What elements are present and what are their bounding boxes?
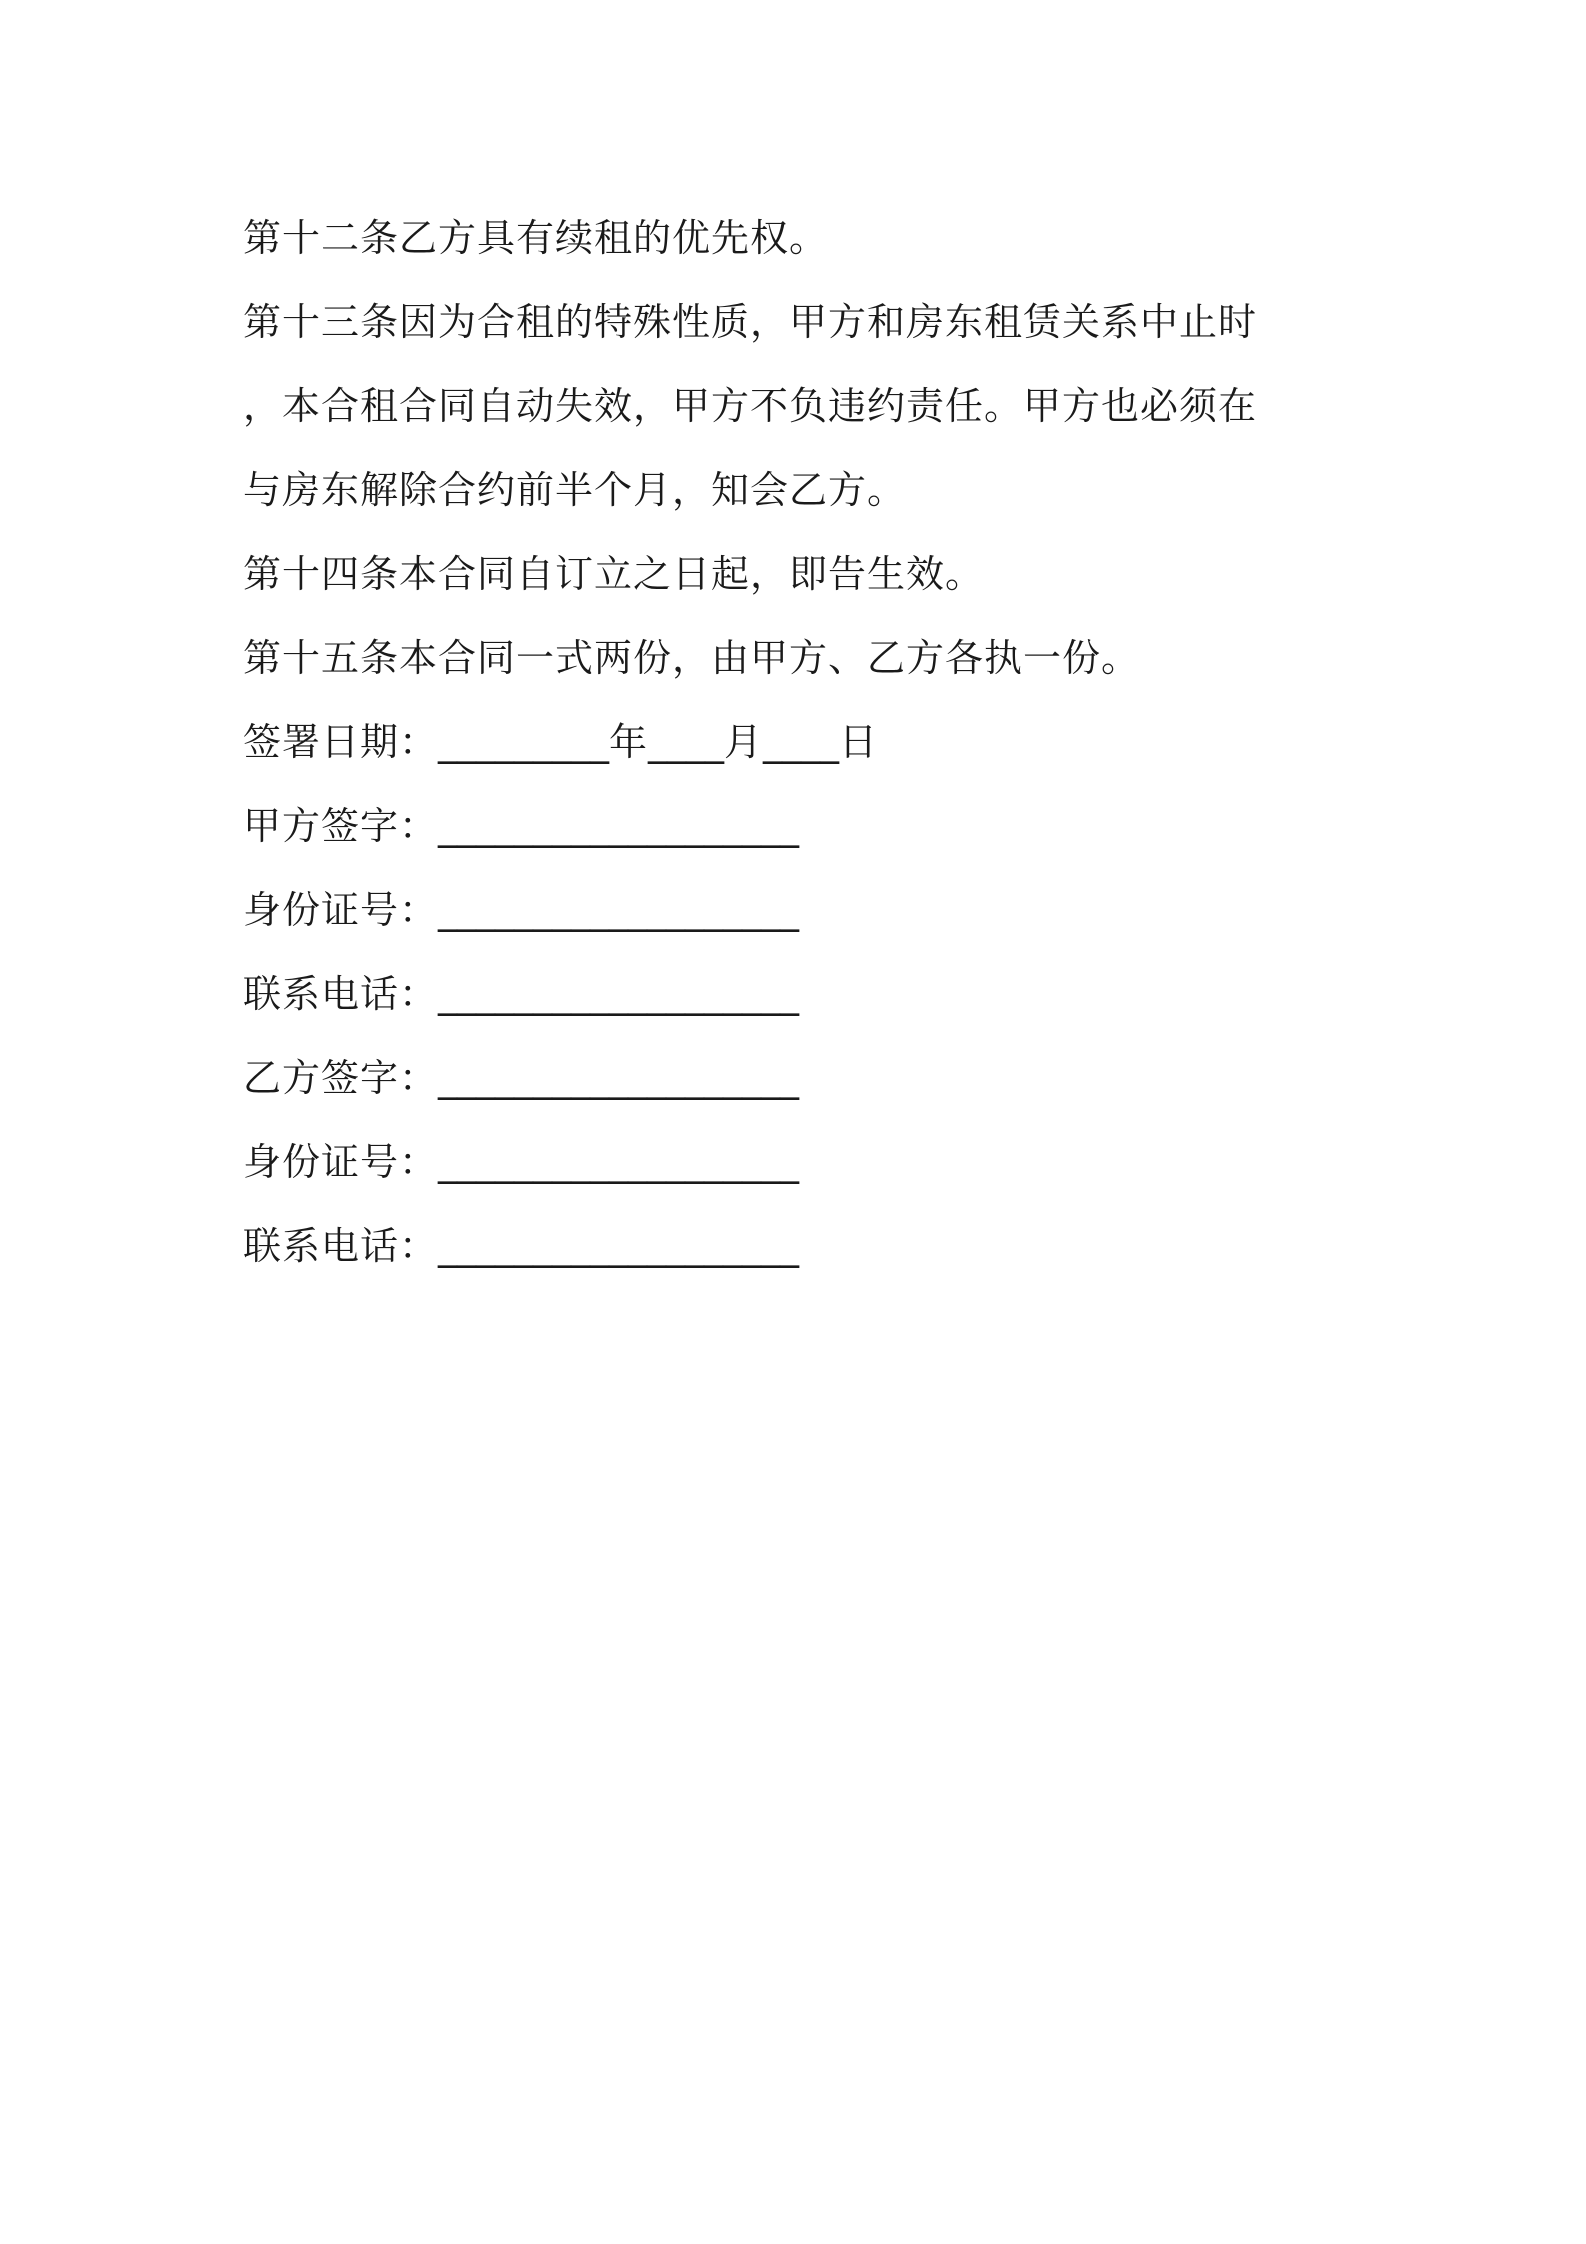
party-a-phone-blank[interactable]: ___________________	[438, 972, 800, 1016]
party-b-phone-blank[interactable]: ___________________	[438, 1224, 800, 1268]
party-a-signature-blank[interactable]: ___________________	[438, 804, 800, 848]
clause-13-line-3: 与房东解除合约前半个月，知会乙方。	[243, 468, 907, 512]
month-label: 月	[724, 720, 764, 764]
party-a-signature-row	[243, 784, 1363, 868]
party-b-signature-blank[interactable]: ___________________	[438, 1056, 800, 1100]
clause-13-line-1: 第十三条因为合租的特殊性质，甲方和房东租赁关系中止时	[243, 300, 1258, 344]
field-label: 联系电话：	[243, 972, 439, 1016]
day-blank[interactable]: ____	[763, 720, 840, 764]
day-label: 日	[839, 720, 879, 764]
year-label: 年	[609, 720, 649, 764]
field-label: 甲方签字：	[243, 804, 439, 848]
field-label: 联系电话：	[243, 1224, 439, 1268]
contract-body	[243, 196, 1363, 1288]
party-a-id-row	[243, 868, 1363, 952]
field-label: 身份证号：	[243, 1140, 439, 1184]
party-b-signature-row	[243, 1036, 1363, 1120]
clause-14: 第十四条本合同自订立之日起，即告生效。	[243, 552, 985, 596]
field-label: 乙方签字：	[243, 1056, 439, 1100]
clause-12: 第十二条乙方具有续租的优先权。	[243, 216, 829, 260]
party-b-phone-row	[243, 1204, 1363, 1288]
clause-15: 第十五条本合同一式两份，由甲方、乙方各执一份。	[243, 636, 1141, 680]
year-blank[interactable]: _________	[438, 720, 610, 764]
field-label: 身份证号：	[243, 888, 439, 932]
party-b-id-row	[243, 1120, 1363, 1204]
sign-date-label: 签署日期：	[243, 720, 439, 764]
party-b-id-blank[interactable]: ___________________	[438, 1140, 800, 1184]
sign-date-row	[243, 700, 1363, 784]
party-a-phone-row	[243, 952, 1363, 1036]
month-blank[interactable]: ____	[648, 720, 725, 764]
party-a-id-blank[interactable]: ___________________	[438, 888, 800, 932]
clause-13-line-2: ，本合租合同自动失效，甲方不负违约责任。甲方也必须在	[243, 384, 1258, 428]
